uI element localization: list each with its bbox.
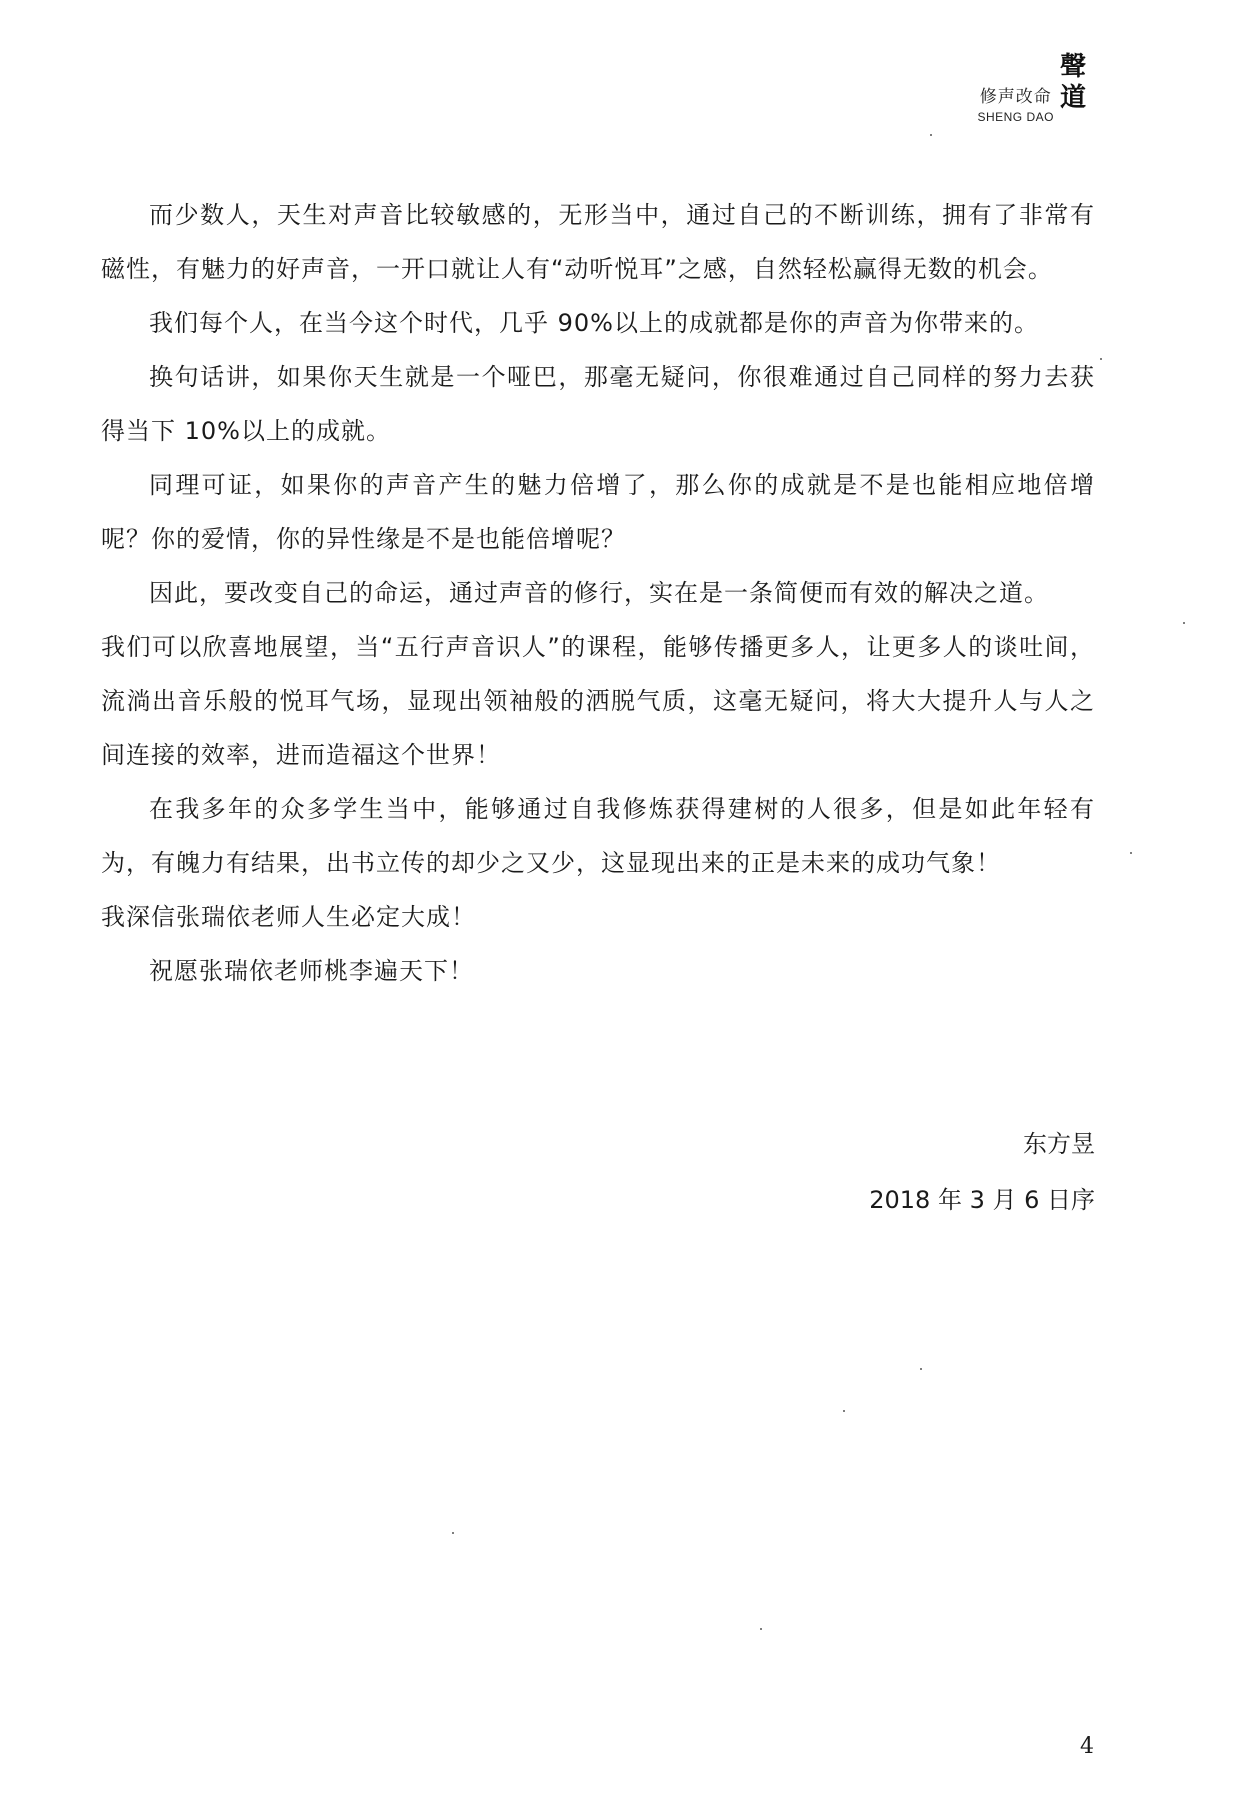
scan-speck bbox=[1130, 852, 1132, 854]
scan-speck bbox=[930, 134, 932, 136]
paragraph: 我们每个人，在当今这个时代，几乎 90%以上的成就都是你的声音为你带来的。 bbox=[149, 309, 1039, 337]
paragraph: 换句话讲，如果你天生就是一个哑巴，那毫无疑问，你很难通过自己同样的努力去获得当下 10%以上的成就。 bbox=[101, 363, 1095, 445]
body-text bbox=[101, 188, 1095, 998]
scan-speck bbox=[452, 1532, 454, 1534]
scan-speck bbox=[1183, 622, 1185, 624]
logo-english-text: SHENG DAO bbox=[977, 110, 1054, 124]
scan-speck bbox=[843, 1410, 845, 1412]
logo-chinese-text: 修声改命 bbox=[979, 87, 1052, 107]
logo-mark-bottom: 道 bbox=[1059, 83, 1086, 113]
logo-mark-top: 聲 bbox=[1059, 52, 1086, 82]
page-number: 4 bbox=[1080, 1734, 1094, 1759]
paragraph: 在我多年的众多学生当中，能够通过自我修炼获得建树的人很多，但是如此年轻有为，有魄力有结果，出书立传的却少之又少，这显现出来的正是未来的成功气象！ bbox=[101, 795, 1095, 877]
paragraph: 同理可证，如果你的声音产生的魅力倍增了，那么你的成就是不是也能相应地倍增呢？你的爱情，你的异性缘是不是也能倍增呢？ bbox=[101, 471, 1095, 553]
paragraph: 祝愿张瑞依老师桃李遍天下！ bbox=[149, 957, 474, 985]
paragraph: 我深信张瑞依老师人生必定大成！ bbox=[101, 903, 476, 931]
logo-text-block bbox=[977, 82, 1054, 124]
sheng-dao-logo bbox=[977, 52, 1086, 124]
paragraph: 我们可以欣喜地展望，当“五行声音识人”的课程，能够传播更多人，让更多人的谈吐间，流淌出音乐般的悦耳气场，显现出领袖般的洒脱气质，这毫无疑问，将大大提升人与人之间连接的效率，进而造福这个世界！ bbox=[101, 633, 1095, 769]
author-name: 东方昱 bbox=[1023, 1130, 1095, 1158]
signature-date: 2018 年 3 月 6 日序 bbox=[869, 1186, 1095, 1214]
scan-speck bbox=[920, 1368, 922, 1370]
paragraph: 而少数人，天生对声音比较敏感的，无形当中，通过自己的不断训练，拥有了非常有磁性，有魅力的好声音，一开口就让人有“动听悦耳”之感，自然轻松赢得无数的机会。 bbox=[101, 201, 1095, 283]
logo-calligraphy-mark bbox=[1060, 52, 1086, 114]
scan-speck bbox=[1100, 358, 1102, 360]
scan-speck bbox=[760, 1628, 762, 1630]
paragraph: 因此，要改变自己的命运，通过声音的修行，实在是一条简便而有效的解决之道。 bbox=[149, 579, 1049, 607]
signature-block bbox=[869, 1116, 1095, 1228]
